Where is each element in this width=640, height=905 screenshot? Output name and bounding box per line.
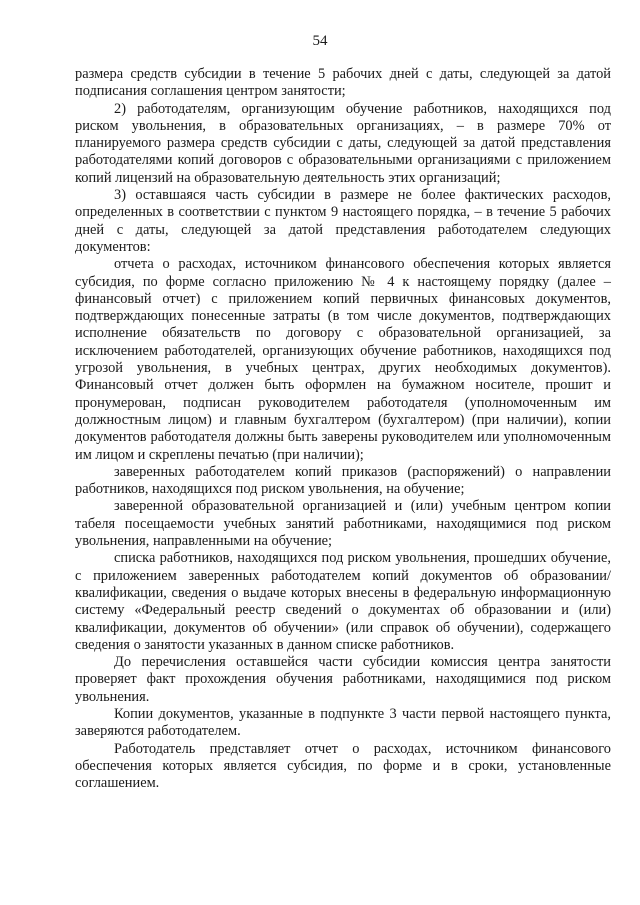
paragraph-employer-report: Работодатель представляет отчет о расходах, источником финансового обеспечения которых является субсидия, по форме и в сроки, установленные соглашением.	[75, 740, 611, 792]
paragraph-financial-report: отчета о расходах, источником финансового обеспечения которых является субсидия, по форме согласно приложению № 4 к настоящему порядку (далее – финансовый отчет) с приложением копий первичных финансовых документов, подтверждающих понесенные затраты (в том числе документов, подтверждающих исполнение обязательств по договору с образовательной организацией, за исключением работодателей, организующих обучение работников, находящихся под угрозой увольнения, в учебных центрах, других необходимых документов). Финансовый отчет должен быть оформлен на бумажном носителе, прошит и пронумерован, подписан руководителем работодателя (уполномоченным им должностным лицом) и главным бухгалтером (бухгалтером) (при наличии), копии документов работодателя должны быть заверены руководителем или уполномоченным им лицом и скреплены печатью (при наличии);	[75, 256, 611, 463]
paragraph-attendance-sheet: заверенной образовательной организацией и (или) учебным центром копии табеля посещаемости учебных занятий работниками, находящимися под риском увольнения, направленными на обучение;	[75, 498, 611, 550]
paragraph-verification: До перечисления оставшейся части субсидии комиссия центра занятости проверяет факт прохождения обучения работниками, находящимися под риском увольнения.	[75, 654, 611, 705]
paragraph-item-2: 2) работодателям, организующим обучение работников, находящихся под риском увольнения, в образовательных организациях, – в размере 70% от планируемого размера средств субсидии с даты, следующей за датой представления работодателями копий договоров с образовательными организациями с приложением копий лицензий на образовательную деятельность этих организаций;	[75, 100, 611, 186]
paragraph-workers-list: списка работников, находящихся под риском увольнения, прошедших обучение, с приложением заверенных работодателем копий документов об образовании/квалификации, сведения о выдаче которых внесены в федеральную информационную систему «Федеральный реестр сведений о документах об образовании и (или) квалификации, документов об обучении» (или справок об обучении), содержащего сведения о занятости указанных в данном списке работников.	[75, 550, 611, 653]
page-number: 54	[312, 33, 328, 49]
paragraph-item-3: 3) оставшаяся часть субсидии в размере не более фактических расходов, определенных в соответствии с пунктом 9 настоящего порядка, – в течение 5 рабочих дней с даты, следующей за датой представления работодателем следующих документов:	[75, 187, 611, 255]
paragraph-copies-certification: Копии документов, указанные в подпункте 3 части первой настоящего пункта, заверяются работодателем.	[75, 705, 611, 740]
document-body	[75, 66, 611, 792]
paragraph-orders-copies: заверенных работодателем копий приказов (распоряжений) о направлении работников, находящихся под риском увольнения, на обучение;	[75, 463, 611, 498]
paragraph-continuation: размера средств субсидии в течение 5 рабочих дней с даты, следующей за датой подписания соглашения центром занятости;	[75, 66, 611, 100]
